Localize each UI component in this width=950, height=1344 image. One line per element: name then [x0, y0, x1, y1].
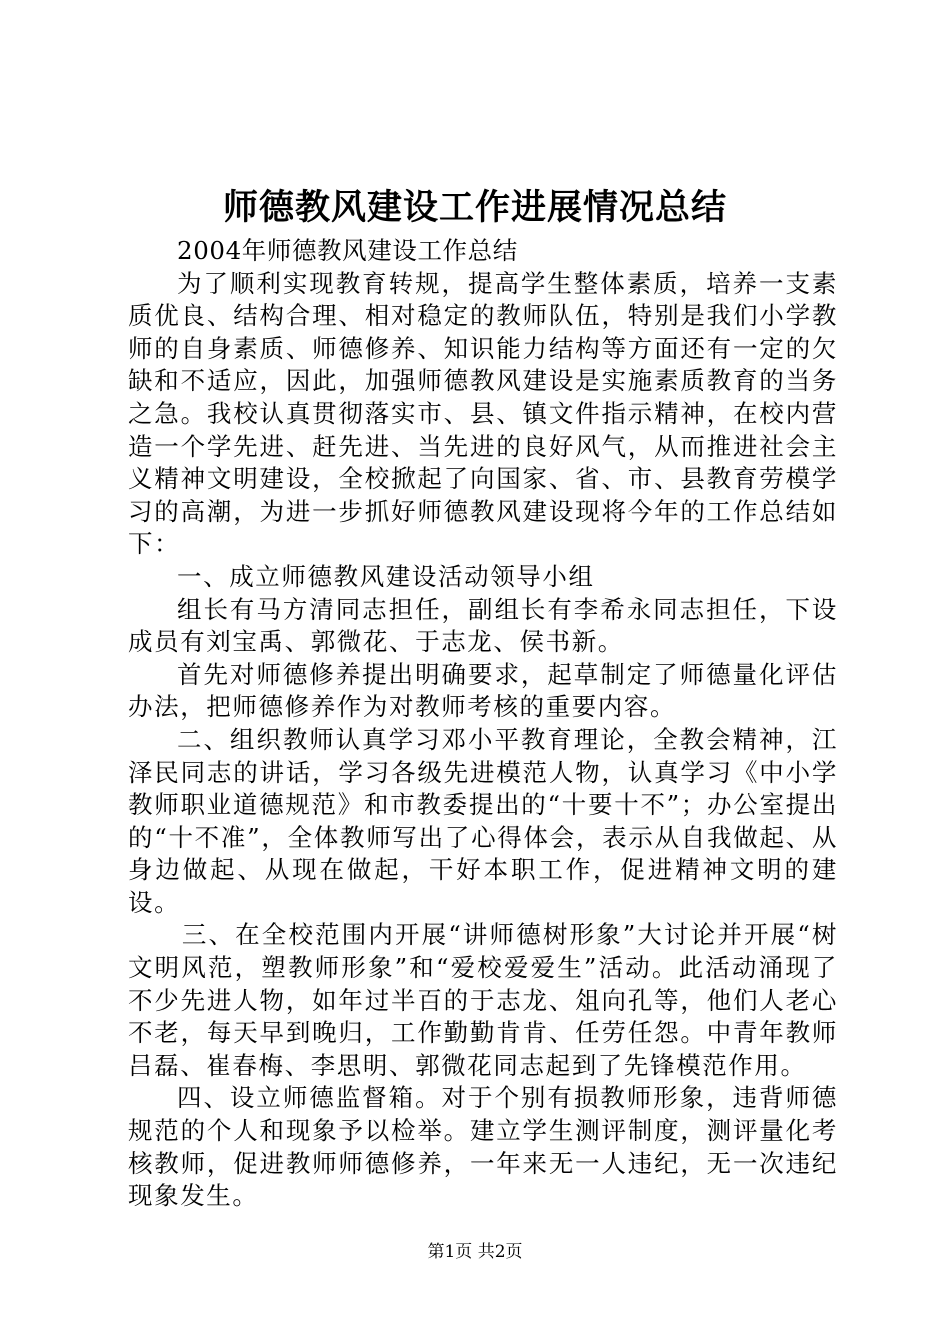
document-body	[128, 235, 838, 1213]
document-title: 师德教风建设工作进展情况总结	[222, 187, 727, 228]
document-subtitle: 2004年师德教风建设工作总结	[177, 236, 518, 265]
paragraph-leadership-members: 组长有马方清同志担任，副组长有李希永同志担任，下设成员有刘宝禹、郭微花、于志龙、侯书新。	[128, 594, 838, 657]
page-number-footer: 第1页 共2页	[427, 1242, 523, 1262]
section-two-paragraph: 二、组织教师认真学习邓小平教育理论，全教会精神，江泽民同志的讲话，学习各级先进模范人物，认真学习《中小学教师职业道德规范》和市教委提出的“十要十不”；办公室提出的“十不准”，全体教师写出了心得体会，表示从自我做起、从身边做起、从现在做起，干好本职工作，促进精神文明的建设。	[128, 724, 838, 917]
section-one-heading: 一、成立师德教风建设活动领导小组	[177, 561, 595, 591]
section-three-paragraph: 三、在全校范围内开展“讲师德树形象”大讨论并开展“树文明风范，塑教师形象”和“爱校爱爱生”活动。此活动涌现了不少先进人物，如年过半百的于志龙、俎向孔等，他们人老心不老，每天早到晚归，工作勤勤肯肯、任劳任怨。中青年教师吕磊、崔春梅、李思明、郭微花同志起到了先锋模范作用。	[128, 920, 838, 1080]
paragraph-requirements: 首先对师德修养提出明确要求，起草制定了师德量化评估办法，把师德修养作为对教师考核的重要内容。	[128, 659, 838, 722]
section-four-paragraph: 四、设立师德监督箱。对于个别有损教师形象，违背师德规范的个人和现象予以检举。建立学生测评制度，测评量化考核教师，促进教师师德修养，一年来无一人违纪，无一次违纪现象发生。	[128, 1083, 838, 1211]
intro-paragraph: 为了顺利实现教育转规，提高学生整体素质，培养一支素质优良、结构合理、相对稳定的教师队伍，特别是我们小学教师的自身素质、师德修养、知识能力结构等方面还有一定的欠缺和不适应，因此，加强师德教风建设是实施素质教育的当务之急。我校认真贯彻落实市、县、镇文件指示精神，在校内营造一个学先进、赶先进、当先进的良好风气，从而推进社会主义精神文明建设，全校掀起了向国家、省、市、县教育劳模学习的高潮，为进一步抓好师德教风建设现将今年的工作总结如下：	[128, 268, 838, 559]
